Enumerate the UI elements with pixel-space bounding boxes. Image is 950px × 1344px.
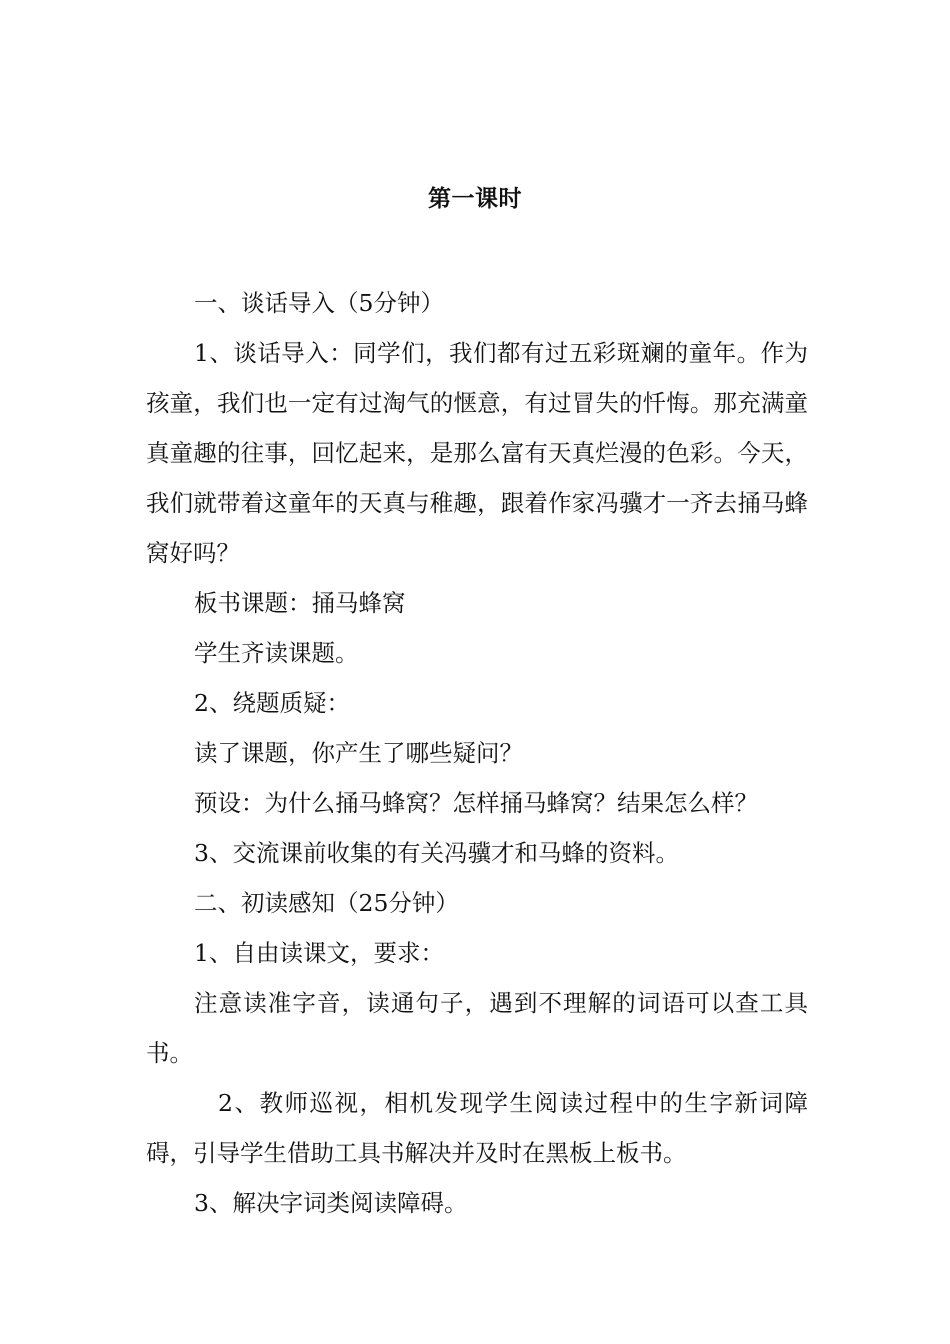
paragraph-resolve-obstacles: 3、解决字词类阅读障碍。 bbox=[194, 1189, 468, 1217]
paragraph-intro-talk: 1、谈话导入：同学们，我们都有过五彩斑斓的童年。作为孩童，我们也一定有过淘气的惬意，有过冒失的忏悔。那充满童真童趣的往事，回忆起来，是那么富有天真烂漫的色彩。今天，我们就带着这童年的天真与稚趣，跟着作家冯骥才一齐去捅马蜂窝好吗？ bbox=[146, 339, 808, 567]
paragraph-teacher-tour: 2、教师巡视，相机发现学生阅读过程中的生字新词障碍，引导学生借助工具书解决并及时在黑板上板书。 bbox=[146, 1089, 808, 1167]
document-body bbox=[146, 278, 808, 1228]
paragraph-exchange-materials: 3、交流课前收集的有关冯骥才和马蜂的资料。 bbox=[194, 839, 679, 867]
paragraph-questioning: 2、绕题质疑： bbox=[194, 689, 350, 717]
section-heading-intro: 一、谈话导入（5分钟） bbox=[194, 289, 444, 317]
section-heading-first-reading: 二、初读感知（25分钟） bbox=[194, 889, 459, 917]
paragraph-board-title: 板书课题：捅马蜂窝 bbox=[194, 589, 406, 617]
paragraph-question-prompt: 读了课题，你产生了哪些疑问？ bbox=[194, 739, 523, 767]
paragraph-reading-requirements: 注意读准字音，读通句子，遇到不理解的词语可以查工具书。 bbox=[146, 989, 808, 1067]
paragraph-preset-questions: 预设：为什么捅马蜂窝？怎样捅马蜂窝？结果怎么样？ bbox=[194, 789, 758, 817]
page-title: 第一课时 bbox=[428, 186, 522, 212]
paragraph-read-title: 学生齐读课题。 bbox=[194, 639, 359, 667]
paragraph-free-reading: 1、自由读课文，要求： bbox=[194, 939, 444, 967]
